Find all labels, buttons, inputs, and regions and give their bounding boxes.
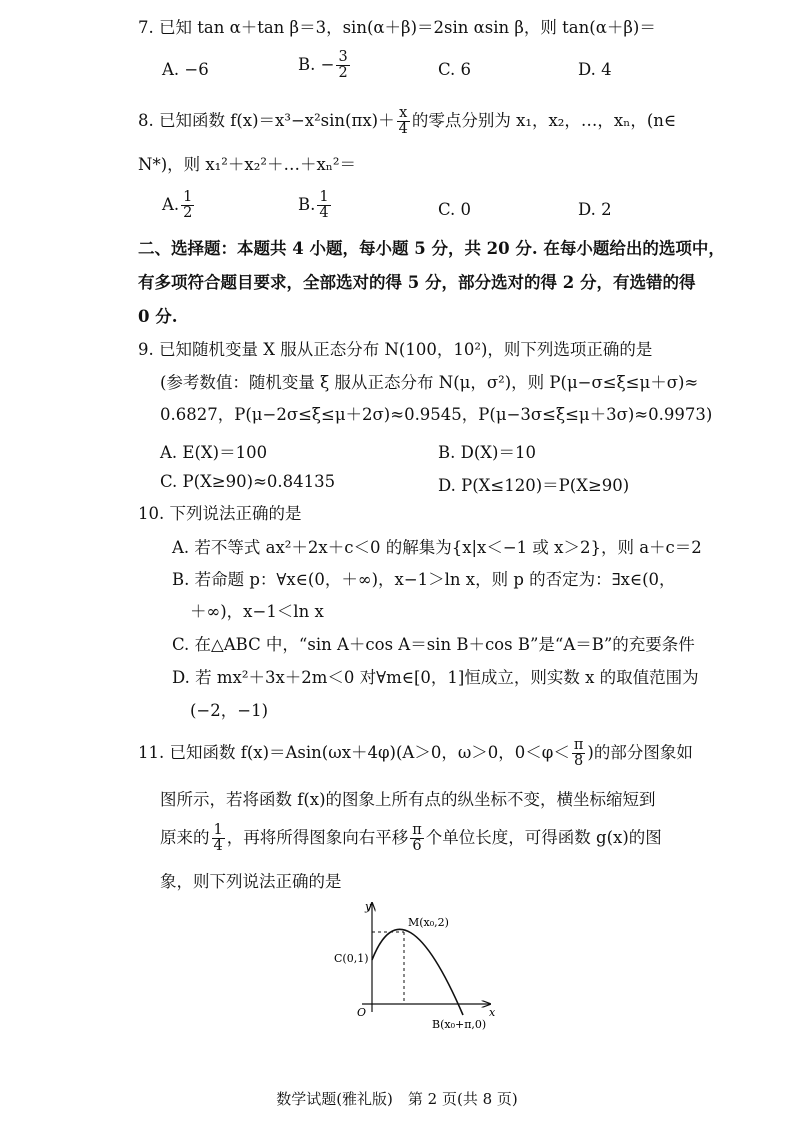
q11-line1-frac-den: 8: [574, 753, 584, 770]
point-c-label: C(0,1): [334, 952, 369, 965]
q8-option-d: D. 2: [578, 200, 612, 219]
q7-option-c: C. 6: [438, 60, 472, 79]
q8-option-a: [162, 190, 196, 221]
q8-stem-part2: 的零点分别为 x₁，x₂，…，xₙ，(n∈: [411, 111, 677, 131]
q11-line3-frac1-num: 1: [213, 822, 223, 838]
q11-line1-part1: 11. 已知函数 f(x)＝Asin(ωx＋4φ)(A＞0，ω＞0，0＜φ＜: [138, 743, 570, 763]
section2-line3: 0 分.: [138, 307, 178, 326]
q11-line1-part2: )的部分图象如: [587, 743, 693, 763]
q11-line3-frac2-num: π: [412, 822, 422, 838]
q7-option-d: D. 4: [578, 60, 612, 79]
q7-option-b-den: 2: [338, 65, 348, 82]
section2-line2: 有多项符合题目要求，全部选对的得 5 分，部分选对的得 2 分，有选错的得: [138, 273, 696, 292]
q9-reference-line2: 0.6827，P(μ−2σ≤ξ≤μ＋2σ)≈0.9545，P(μ−3σ≤ξ≤μ＋3σ)≈0.9973): [160, 405, 713, 424]
q10-option-b-line2: ＋∞)，x−1＜ln x: [190, 602, 324, 621]
q9-option-a: A. E(X)＝100: [160, 443, 268, 462]
q7-stem: 7. 已知 tan α＋tan β＝3，sin(α＋β)＝2sin αsin β，则 tan(α＋β)＝: [138, 18, 656, 37]
q8-option-b-prefix: B.: [298, 195, 316, 215]
q11-line3-frac1-den: 4: [213, 838, 223, 855]
q7-option-b: [298, 50, 352, 81]
x-axis-label: x: [489, 1006, 496, 1019]
q11-line3-fraction2: [410, 823, 424, 854]
q9-option-b: B. D(X)＝10: [438, 443, 536, 462]
q8-option-a-num: 1: [183, 189, 193, 205]
q8-stem-frac-den: 4: [398, 121, 408, 138]
q7-option-a: A. −6: [162, 60, 209, 79]
section2-line1: 二、选择题：本题共 4 小题，每小题 5 分，共 20 分. 在每小题给出的选项中，: [138, 239, 725, 258]
q11-line1: [138, 738, 693, 769]
q8-stem-fraction: [397, 106, 410, 137]
q11-line3-part1: 原来的: [160, 828, 210, 848]
q8-stem-frac-num: x: [397, 106, 410, 122]
q8-stem-line1: [138, 106, 676, 137]
q11-line3-part3: 个单位长度，可得函数 g(x)的图: [425, 828, 662, 848]
q10-option-b-line1: B. 若命题 p：∀x∈(0，＋∞)，x−1＞ln x，则 p 的否定为：∃x∈(0，: [172, 570, 676, 589]
q11-line3: [160, 823, 662, 854]
q8-stem-line2: N*)，则 x₁²＋x₂²＋…＋xₙ²＝: [138, 155, 356, 174]
q11-line2: 图所示，若将函数 f(x)的图象上所有点的纵坐标不变，横坐标缩短到: [160, 790, 656, 809]
q8-option-b: [298, 190, 333, 221]
q7-option-b-prefix: B. −: [298, 55, 335, 75]
q11-line3-fraction1: [212, 823, 225, 854]
q8-option-b-fraction: [317, 190, 330, 221]
q9-reference-line1: (参考数值：随机变量 ξ 服从正态分布 N(μ，σ²)，则 P(μ−σ≤ξ≤μ＋σ)≈: [160, 373, 699, 392]
q11-line3-frac2-den: 6: [412, 838, 422, 855]
q10-option-d-line1: D. 若 mx²＋3x＋2m＜0 对∀m∈[0，1]恒成立，则实数 x 的取值范围为: [172, 668, 699, 687]
point-b-label: B(x₀+π,0): [432, 1018, 487, 1031]
origin-label: O: [357, 1006, 367, 1019]
point-m-label: M(x₀,2): [408, 916, 449, 929]
sine-curve: [372, 929, 463, 1015]
q11-line1-fraction: [572, 738, 586, 769]
q10-option-c: C. 在△ABC 中，“sin A＋cos A＝sin B＋cos B”是“A＝B”的充要条件: [172, 635, 695, 654]
q11-line1-frac-num: π: [573, 737, 584, 753]
q9-option-c: C. P(X≥90)≈0.84135: [160, 472, 336, 491]
page-footer: 数学试题(雅礼版) 第 2 页(共 8 页): [276, 1090, 518, 1108]
q11-line4: 象，则下列说法正确的是: [160, 872, 342, 891]
q10-option-a: A. 若不等式 ax²＋2x＋c＜0 的解集为{x|x＜−1 或 x＞2}，则 a＋c＝2: [172, 538, 702, 557]
q10-stem: 10. 下列说法正确的是: [138, 504, 302, 523]
y-axis-label: y: [365, 900, 372, 913]
q8-option-b-num: 1: [319, 189, 329, 205]
q9-stem: 9. 已知随机变量 X 服从正态分布 N(100，10²)，则下列选项正确的是: [138, 340, 653, 359]
q8-stem-part1: 8. 已知函数 f(x)＝x³−x²sin(πx)＋: [138, 111, 395, 131]
q7-option-b-num: 3: [338, 49, 348, 65]
q8-option-b-den: 4: [319, 205, 329, 222]
q8-option-a-den: 2: [183, 205, 193, 222]
q8-option-a-prefix: A.: [162, 195, 180, 215]
q8-option-a-fraction: [181, 190, 194, 221]
q11-line3-part2: ，再将所得图象向右平移: [226, 828, 409, 848]
q9-option-d: D. P(X≤120)＝P(X≥90): [438, 476, 630, 495]
q8-option-c: C. 0: [438, 200, 472, 219]
q7-option-b-fraction: [336, 50, 349, 81]
q10-option-d-line2: (−2，−1): [190, 701, 269, 720]
